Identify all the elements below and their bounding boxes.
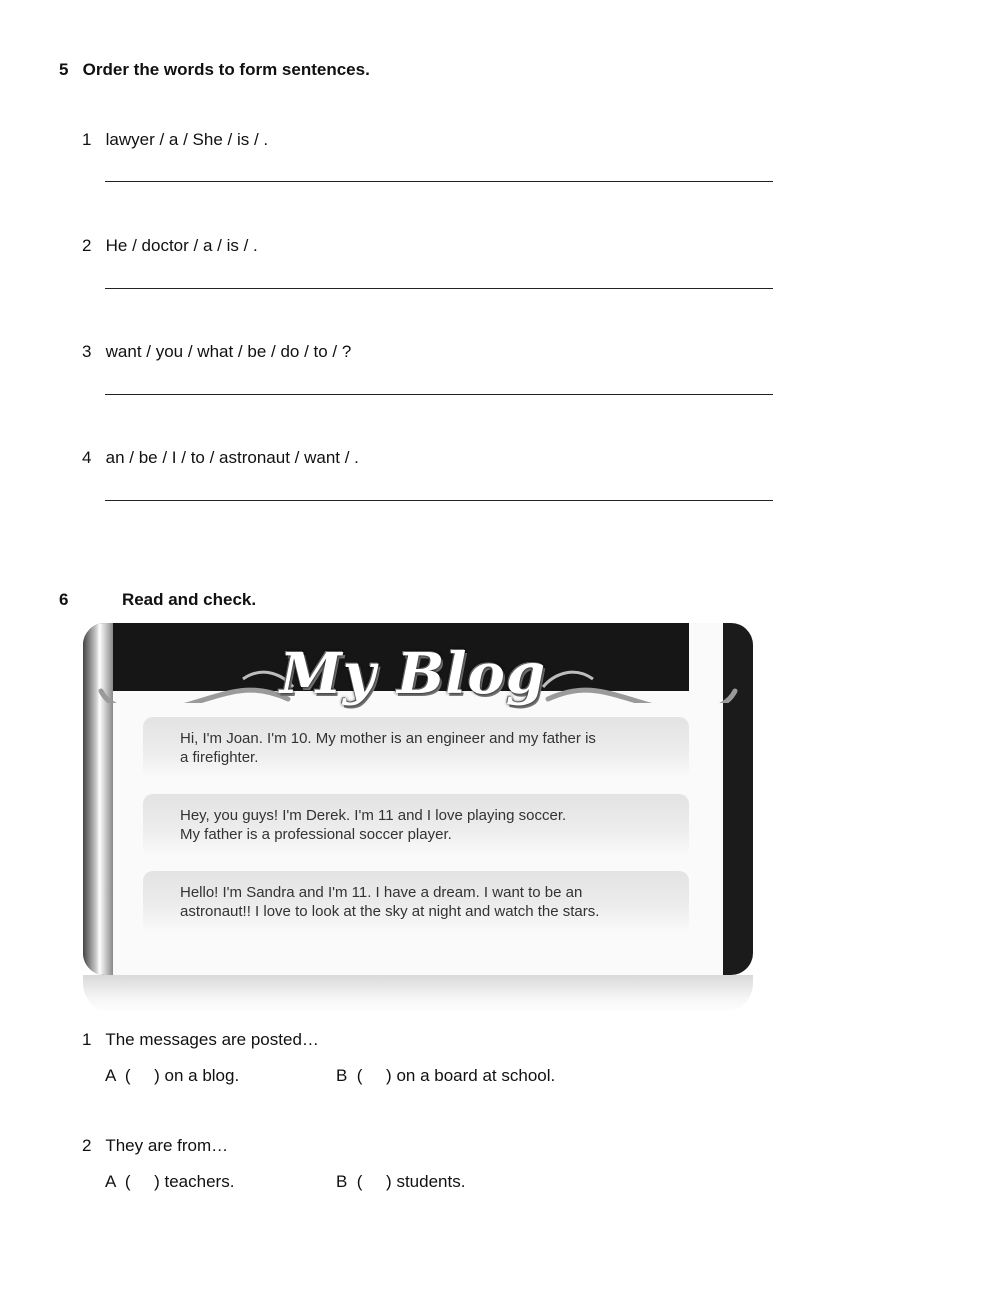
question-3 bbox=[82, 342, 351, 362]
option-a[interactable]: A ( ) on a blog. bbox=[105, 1066, 240, 1085]
answer-line-4[interactable] bbox=[105, 500, 773, 501]
question-text: He / doctor / a / is / . bbox=[105, 236, 258, 255]
section-5-heading bbox=[59, 60, 370, 80]
section-number: 5 bbox=[59, 60, 69, 79]
option-b[interactable]: B ( ) on a board at school. bbox=[336, 1066, 556, 1085]
message-line: Hi, I'm Joan. I'm 10. My mother is an engineer and my father is bbox=[180, 730, 596, 747]
question-number: 1 bbox=[82, 1030, 92, 1049]
question-4 bbox=[82, 448, 359, 468]
answer-line-2[interactable] bbox=[105, 288, 773, 289]
question-text: They are from… bbox=[105, 1136, 229, 1155]
question-number: 1 bbox=[82, 130, 92, 149]
message-line: Hello! I'm Sandra and I'm 11. I have a dream. I want to be an bbox=[180, 884, 583, 901]
question-text: The messages are posted… bbox=[105, 1030, 319, 1049]
section-number: 6 bbox=[59, 590, 69, 609]
blog-title: My Blog bbox=[279, 641, 547, 707]
question-text: an / be / I / to / astronaut / want / . bbox=[105, 448, 359, 467]
blog-reflection bbox=[83, 975, 753, 1013]
question-text: lawyer / a / She / is / . bbox=[105, 130, 269, 149]
option-b[interactable]: B ( ) students. bbox=[336, 1172, 466, 1191]
message-line: My father is a professional soccer player. bbox=[180, 826, 452, 843]
section-6-heading bbox=[59, 590, 256, 610]
question-number: 4 bbox=[82, 448, 92, 467]
section-title: Order the words to form sentences. bbox=[82, 60, 370, 79]
question-number: 3 bbox=[82, 342, 92, 361]
section-title: Read and check. bbox=[121, 590, 257, 609]
answer-line-3[interactable] bbox=[105, 394, 773, 395]
blog-message-1 bbox=[143, 717, 689, 779]
answer-line-1[interactable] bbox=[105, 181, 773, 182]
check-question-1 bbox=[82, 1030, 319, 1050]
option-a[interactable]: A ( ) teachers. bbox=[105, 1172, 235, 1191]
check-question-2 bbox=[82, 1136, 228, 1156]
blog-message-3 bbox=[143, 871, 689, 933]
question-1 bbox=[82, 130, 268, 150]
message-line: Hey, you guys! I'm Derek. I'm 11 and I love playing soccer. bbox=[180, 807, 567, 824]
question-text: want / you / what / be / do / to / ? bbox=[105, 342, 352, 361]
question-2 bbox=[82, 236, 258, 256]
message-line: a firefighter. bbox=[180, 749, 259, 766]
blog-message-2 bbox=[143, 794, 689, 856]
blog-illustration bbox=[83, 623, 753, 1013]
question-number: 2 bbox=[82, 236, 92, 255]
blog-frame bbox=[83, 623, 753, 975]
question-number: 2 bbox=[82, 1136, 92, 1155]
message-line: astronaut!! I love to look at the sky at night and watch the stars. bbox=[180, 903, 600, 920]
